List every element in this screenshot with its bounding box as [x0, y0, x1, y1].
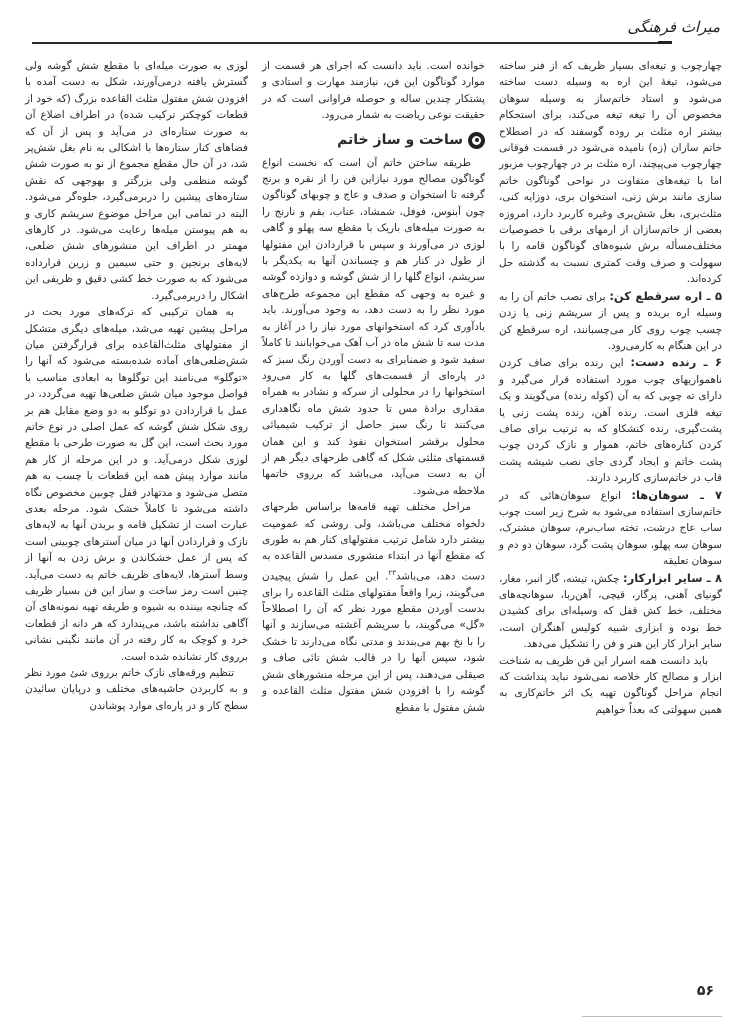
tool-item-title: ۵ ـ اره سرقطع کن: [609, 288, 722, 303]
tool-item-title: ۶ ـ رنده دست: [630, 355, 722, 370]
rosette-ornament-icon [468, 132, 485, 149]
paragraph-text: . این عمل را شش پیچیدن می‌گویند، زیرا واقعاً مفتولهای مثلث القاعده را برای بدست آوردن مقطع مورد نظر که آن را اصطلاحاً «گل» می‌گویند، با سریشم آغشته می‌سازند و آنها را با نخ بهم می‌بندند و مدتی نگاه می‌دارند تا خشک شود، سپس آنها را در قالب شش تائی صاف و صیقلی می‌دهند، پس از این مرحله منشورهای شش گوشه را با افزودن شش مفتول مثلث القاعده و شش مفتول با مقطع [262, 570, 485, 714]
paragraph: لوزی به صورت میله‌ای با مقطع شش گوشه ولی گسترش یافته درمی‌آورند، شکل به دست آمده با افزودن شش مفتول مثلث القاعده بزرگ (که خود از قطعات کوچکتر ترکیب شده) در اطراف اضلاع آن به صورت ستاره‌ای در می‌آید و پس از آن که فضاهای کنار ستاره‌ها با اشکالی به نام بغل شش‌پر شد، در آن حال مقطع مجموع از نو به صورت شش گوشه منظمی ولی بزرگتر و بهوجهی که نقش ستاره‌های پیشین را دربرمی‌گیرد، جلوه‌گر می‌شود. البته در تمامی این مراحل موضوع سریشم کاری و به هم پیوستن میله‌ها رعایت می‌شود. در کارهای مهمتر در اطراف این منشورهای شش ضلعی، لایه‌های برنجین و حتی سیمین و زرین قرارداده می‌شود که به صورت خط کشی دقیق و ظریفی این اشکال را دربرمی‌گیرد. [25, 60, 248, 302]
tool-item-text: برای نصب خاتم آن را به وسیله اره بریده و پس از سریشم زنی یا زدن چسب چوب روی کار می‌چسبانند، اره سرقطع کن در این هنگام به کارمی‌رود. [499, 290, 722, 352]
section-heading [262, 132, 485, 149]
tool-item-text: انواع سوهان‌هائی که در خاتم‌سازی استفاده می‌شود به شرح زیر است چوب ساب عاج درشت، تخته ساب‌نرم، سوهان مشترک، سوهان سه پهلو، سوهان پشت گرد، سوهان دو دم و سوهان تعلیقه [499, 489, 722, 568]
tool-item-title: ۸ ـ سایر ابزارکار: [622, 570, 722, 585]
paragraph-text: مراحل مختلف تهیه قامه‌ها براساس طرحهای دلخواه مختلف می‌باشد، ولی روشی که عمومیت بیشتر دارد شامل ترتیب مفتولهای کنار هم به طوری که مقطع آنها در ابتداء منشوری مسدس القاعده به دست دهد، می‌باشد [262, 501, 485, 583]
column-right [499, 58, 722, 958]
header-rule [32, 42, 662, 44]
section-heading-text: ساخت و ساز خاتم [337, 131, 463, 148]
footer-rule [582, 1016, 722, 1017]
paragraph: چهارچوب و تیغه‌ای بسیار ظریف که از فنر ساخته می‌شود، تیغهٔ این اره به وسیله دست ساخته می‌شود و استاد خاتم‌ساز به وسیله سوهان مخصوص آن را تیغه تیغه می‌کند، برای استحکام بیشتر اره مثلث بر روده گوسفند که در اصطلاح خاتم سازان (زه) نامیده می‌شود در قسمت فوقانی چهارچوب می‌پیچند، اره مثلث بر در چهارچوب مزبور اما با تیغه‌های متفاوت در نواحی گوناگون خاتم سازی مانند برش زنی، استخوان بری، دوزایه کنی، مثلث‌بری، بغل شش‌بری وغیره کاربرد دارد، امروزه بعضی از خاتم‌سازان از ارمهای برقی با خصوصیات مختلف‌مسأله برش شیوه‌های گوناگون قامه را با سهولت و صرف وقت کمتری نسبت به گذشته حل کرده‌اند. [499, 60, 722, 286]
running-header [22, 18, 722, 48]
publication-title: میراث فرهنگی [627, 18, 720, 36]
tool-item-title: ۷ ـ سوهان‌ها: [631, 487, 722, 502]
tool-item-text: چکش، تیشه، گاز انبر، مغار، گونیای آهنی، پرگار، قیچی، آهن‌ربا، سوهانچه‌های مختلف، خط کش قفل که وسیله‌ای برای کشیدن خط بوده و ابزاری شبیه کولیس آهنگران است، سایر ابزار کار این هنر و فن را تشکیل می‌دهد. [499, 572, 722, 651]
paragraph: طریقه ساختن خاتم آن است که نخست انواع گوناگون مصالح مورد نیازاین فن را از نقره و برنج گرفته تا استخوان و صدف و عاج و چوبهای گوناگون چون آبنوس، فوفل، شمشاد، عناب، بقم و نارنج را به صورت میله‌های باریک با مقطع سه پهلو و گاهی لوزی در می‌آورند و سپس با قراردادن این مفتولها از طول در کنار هم و چسباندن آنها به یکدیگر با سریشم، انواع گلها را از شش گوشه و دوازده گوشه و غیره به وجهی که مقطع این مجموعه طرح‌های مورد نظر را به دست دهد، به وجود می‌آورند. باید یادآوری کرد که استخوانهای مورد نیاز را در آغاز به مدت سه تا شش ماه در آب آهک می‌خوابانند تا کاملاً سفید شود و ضمنابرای به دست آوردن رنگ سبز که در پاره‌ای از قسمت‌های گلها به کار می‌رود استخوانها را در محلولی از سرکه و نشادر به همراه مقداری برادهٔ مس تا حدود شش ماه نگاهداری می‌کنند تا رنگ سبز حاصل از ترکیب شیمیائی محلول برقشر استخوان نفوذ کند و این همان قسمتهای مثلثی شکل که گاهی طرحهای دیگر هم از آن به دست می‌آید، می‌باشد که برروی خاتمها ملاحظه می‌شود. [262, 156, 485, 497]
footnote-reference: ۲۳ [388, 568, 396, 577]
tool-item-text: این رنده برای صاف کردن ناهمواریهای چوب مورد استفاده قرار می‌گیرد و دارای ته چوبی که به آن (کوله رنده) می‌گویند و یک تیغه فلزی است. رنده آهن، رنده پشت زنی یا پشت‌گیری، رنده کنشکاو که به ترتیب برای صاف کردن کناره‌های خاتم، هموار و نازک کردن چوب پشت خاتم و ایجاد گردی جای نصب شیشه پشت قاب در خاتم‌سازی کاربرد دارند. [499, 357, 722, 485]
tool-item [499, 288, 722, 355]
tool-item [499, 354, 722, 486]
page-number: ۵۶ [696, 983, 714, 999]
column-middle [262, 58, 485, 958]
column-left [25, 58, 248, 958]
header-dash [658, 41, 672, 44]
article-body [24, 58, 722, 958]
paragraph: تنظیم ورقه‌های نازک خاتم برروی شئ مورد نظر و به کاربردن حاشیه‌های مختلف و درپایان سائیدن سطح کار و در پاره‌ای موارد پوشاندن [25, 667, 248, 712]
paragraph: خوانده است. باید دانست که اجرای هر قسمت از موارد گوناگون این فن، نیازمند مهارت و استادی و پشتکار چندین ساله و حوصله فراوانی است که در حقیقت نوعی ریاضت به شمار می‌رود. [262, 60, 485, 122]
paragraph [262, 499, 485, 716]
tool-item [499, 487, 722, 570]
tool-item [499, 570, 722, 653]
paragraph: باید دانست همه اسرار این فن ظریف به شناخت ابزار و مصالح کار خلاصه نمی‌شود نباید پنداشت که انجام مراحل گوناگون تهیه یک اثر خاتم‌کاری به همین سهولتی که بعداً خواهیم [499, 654, 722, 716]
paragraph: به همان ترکیبی که ترکه‌های مورد بحث در مراحل پیشین تهیه می‌شد، میله‌های دیگری متشکل از مفتولهای مثلث‌القاعده برای قرارگرفتن میان شش‌ضلعی‌های آماده شده‌بسته می‌شود که آنها را «توگلو» می‌نامند این توگلوها به ابعادی مناسب با فواصل موجود میان شش ضلعی‌ها تهیه می‌گردد، در عمل با قراردادن دو توگلو به دو وضع مقابل هم بر روی شکل شش گوشه که عمل اصلی در نوع خاتم مورد بحث است، این گل به صورت طرحی با مقطع لوزی شکل درمی‌آید. و در این مرحله از کار هم مانند موارد پیش همه این قطعات با چسب به هم متصل می‌شود و مدتهادر قفل چوبین مخصوص نگاه داشته می‌شود تا کاملاً خشک شود. مرحله بعدی عبارت است از تشکیل قامه و بریدن آنها به لایه‌های نازک و قراردادن آنها در میان آسترهای چوبینی است که پس از عمل خشکاندن و برش زدن به آنها از وسط آسترها، لایه‌های ظریف خاتم به دست می‌آید. چنین است رمز ساخت و ساز این فن بسیار ظریف که چنانچه بیننده به شیوه و طریقه تهیه نمونه‌های آن آگاهی نداشته باشد، می‌پندارد که هر دانه از قطعات خرد و کوچک به کار رفته در آن مانند نگینی نشانی برروی کار نشانده شده است. [25, 306, 248, 663]
